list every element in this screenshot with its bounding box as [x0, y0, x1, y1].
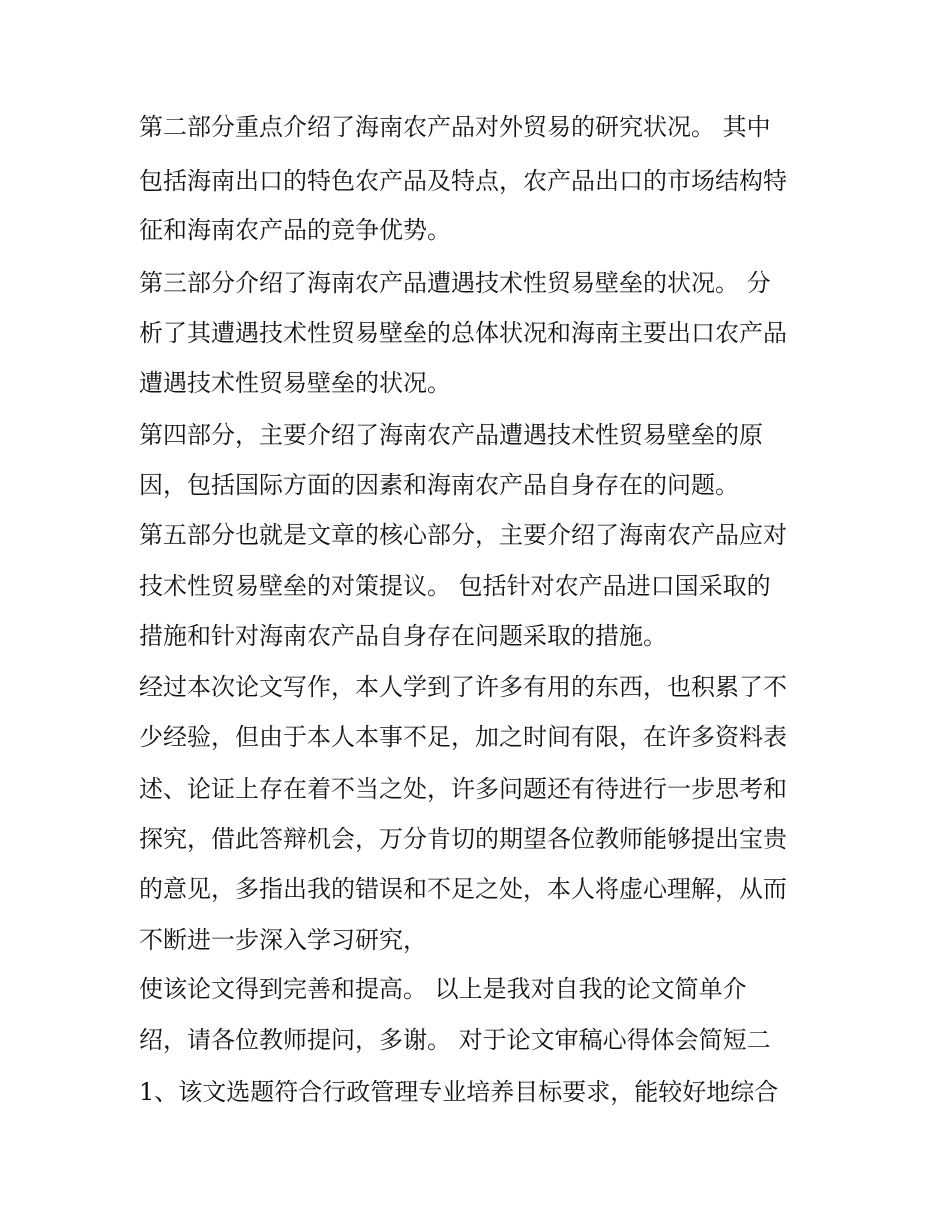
- text-line: 的意见，多指出我的错误和不足之处，本人将虚心理解，从而: [139, 875, 787, 903]
- text-line: 因，包括国际方面的因素和海南农产品自身存在的问题。: [139, 471, 739, 499]
- text-line: 第五部分也就是文章的核心部分，主要介绍了海南农产品应对: [139, 521, 787, 549]
- text-line: 经过本次论文写作，本人学到了许多有用的东西，也积累了不: [139, 673, 787, 701]
- text-line: 技术性贸易壁垒的对策提议。 包括针对农产品进口国采取的: [139, 572, 771, 600]
- text-line: 绍，请各位教师提问，多谢。 对于论文审稿心得体会简短二: [139, 1026, 771, 1054]
- text-line: 使该论文得到完善和提高。 以上是我对自我的论文简单介: [139, 975, 747, 1003]
- text-line: 措施和针对海南农产品自身存在问题采取的措施。: [139, 622, 667, 650]
- text-line: 1、该文选题符合行政管理专业培养目标要求，能较好地综合: [139, 1078, 779, 1106]
- text-line: 少经验，但由于本人本事不足，加之时间有限，在许多资料表: [139, 723, 787, 751]
- text-line: 第四部分，主要介绍了海南农产品遭遇技术性贸易壁垒的原: [139, 421, 763, 449]
- text-line: 征和海南农产品的竞争优势。: [139, 216, 451, 244]
- text-line: 析了其遭遇技术性贸易壁垒的总体状况和海南主要出口农产品: [139, 319, 787, 347]
- text-line: 不断进一步深入学习研究，: [139, 926, 427, 954]
- text-line: 包括海南出口的特色农产品及特点，农产品出口的市场结构特: [139, 167, 787, 195]
- text-line: 遭遇技术性贸易壁垒的状况。: [139, 369, 451, 397]
- text-line: 第三部分介绍了海南农产品遭遇技术性贸易壁垒的状况。 分: [139, 269, 771, 297]
- text-line: 探究，借此答辩机会，万分肯切的期望各位教师能够提出宝贵: [139, 825, 787, 853]
- text-line: 述、论证上存在着不当之处，许多问题还有待进行一步思考和: [139, 775, 787, 803]
- text-line: 第二部分重点介绍了海南农产品对外贸易的研究状况。 其中: [139, 113, 771, 141]
